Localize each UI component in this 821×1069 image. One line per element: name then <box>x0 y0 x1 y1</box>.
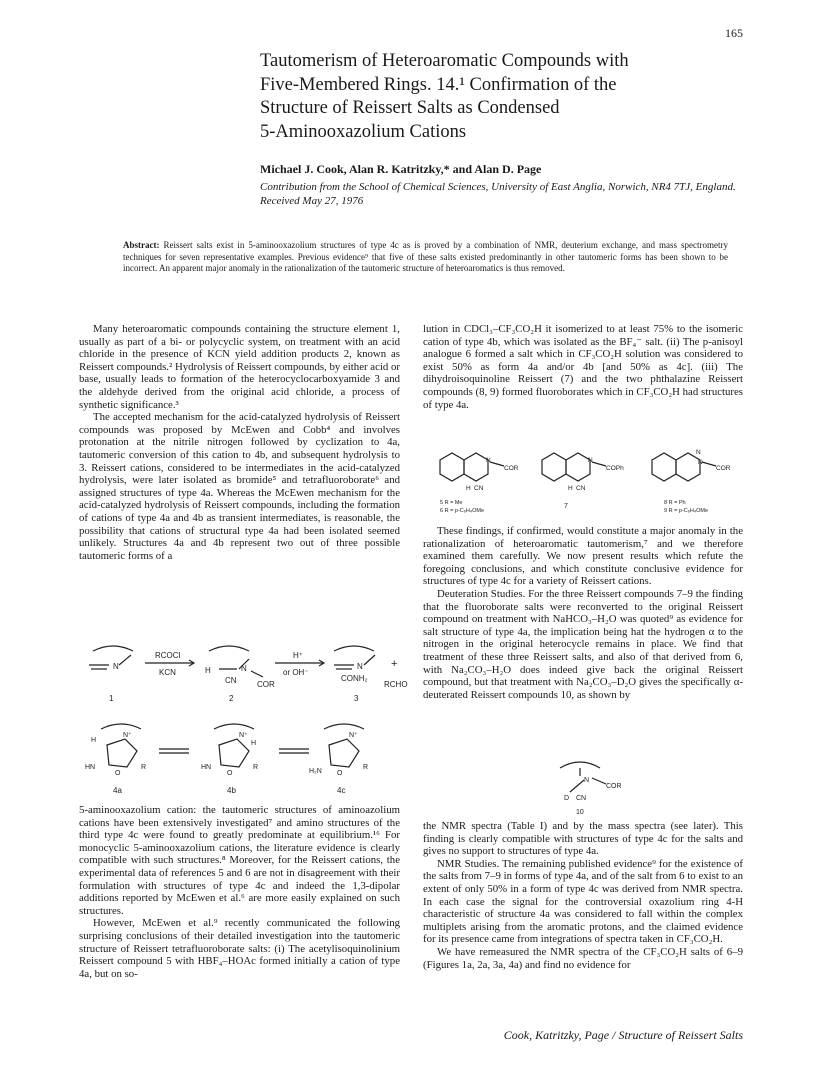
reagent-label: H⁺ <box>293 651 303 660</box>
atom-label: N <box>241 664 247 673</box>
paragraph: lution in CDCl₃–CF₃CO₂H it isomerized to at least 75% to the isomeric cation of type 4b, which was isolated as the BF₄⁻ salt. (ii) The p-anisoyl analogue 6 formed a salt which in CF₃CO₂H solution was considered to exist 50% as form 4a and/or 4b [and 50% as 4c]. (iii) The dihydroisoquinoline Reissert (7) and the two phthalazine Reissert compounds (8, 9) formed fluoroborates which in CF₃CO₂H had structures of type 4a. <box>423 323 743 411</box>
right-column-top <box>423 323 743 411</box>
atom-label: HN <box>201 764 212 771</box>
scheme-tautomers-4 <box>79 715 409 800</box>
atom-label: N <box>698 459 703 466</box>
atom-label: N <box>588 457 593 464</box>
scheme-reissert-formation <box>79 633 409 713</box>
compound-number: 4b <box>227 786 236 795</box>
running-footer: Cook, Katritzky, Page / Structure of Reissert Salts <box>503 1028 743 1042</box>
compound-note: 5 R = Me <box>440 500 463 506</box>
atom-label: COR <box>504 465 519 472</box>
scheme-reissert-compounds <box>430 440 750 520</box>
abstract <box>123 240 728 275</box>
atom-label: D <box>564 795 570 802</box>
atom-label: N <box>486 457 491 464</box>
atom-label: H <box>205 666 211 675</box>
atom-label: R <box>253 764 259 771</box>
atom-label: N⁺ <box>123 732 132 739</box>
atom-label: O <box>115 770 121 777</box>
author-list: Michael J. Cook, Alan R. Katritzky,* and Alan D. Page <box>260 162 542 176</box>
compound-number: 3 <box>354 694 359 703</box>
paragraph: NMR Studies. The remaining published evidence⁹ for the existence of the salts from 7–9 in forms of type 4a, and of the salt from 6 to exist to an extent of only 50% in a form of type 4c was derived from NMR spectra. In each case the signal for the controversial oxazolium ring 4-H characteristic of structure 4a was considered to fall within the complex multiplets arising from the aromatic protons, and the claimed evidence for its presence came from integrations of spectra taken in CF₃CO₂H. <box>423 857 743 946</box>
paragraph: The accepted mechanism for the acid-catalyzed hydrolysis of Reissert compounds was proposed by McEwen and Cobb⁴ and involves protonation at the nitrile nitrogen followed by cyclization to 4a, tautomeric conversion of this cation to 4b, and subsequent hydrolysis to 3. Reissert cations, considered to be intermediates in the acid-catalyzed hydrolysis, were later isolated as bromide⁵ and tetrafluoroborate⁶ and assigned structures of type 4a. Whereas the McEwen mechanism for the acid-catalyzed hydrolysis of Reissert compounds, including the formation of cations of type 4a and 4b as transient intermediates, is reasonable, the possibility that cations of structural type 4a had been isolated seemed unlikely. Structures 4a and 4b represent two out of three possible tautomeric forms of a <box>79 411 400 562</box>
right-column-bottom <box>423 820 743 971</box>
compound-number: 7 <box>564 503 568 510</box>
product-label: RCHO <box>384 680 408 689</box>
atom-label: CN <box>474 485 484 492</box>
atom-label: CN <box>225 676 237 685</box>
atom-label: O <box>337 770 343 777</box>
atom-label: N⁺ <box>239 732 248 739</box>
atom-label: HN <box>85 764 96 771</box>
compound-number: 2 <box>229 694 234 703</box>
atom-label: H <box>466 485 471 492</box>
atom-label: COR <box>606 783 622 790</box>
atom-label: COR <box>716 465 731 472</box>
atom-label: H <box>568 485 573 492</box>
atom-label: N <box>584 777 590 784</box>
article-title <box>260 50 740 144</box>
paragraph: 5-aminooxazolium cation: the tautomeric structures of aminoazolium cations have been extensively investigated⁷ and amino structures of the third type 4c were found to greatly predominate at equilibrium.¹⁶ For monocyclic 5-aminooxazolium cations, the literature evidence is clearly compatible with such structures.⁸ Moreover, for the Reissert cations, the experimental data of references 5 and 6 are not in disagreement with their formulation with structures of type 4c and indeed the 1,3-dipolar additions reported by McEwen et al.⁶ are more easily explained on such structures. <box>79 804 400 917</box>
paragraph: We have remeasured the NMR spectra of the CF₃CO₂H salts of 6–9 (Figures 1a, 2a, 3a, 4a) and find no evidence for <box>423 945 743 971</box>
reagent-label: KCN <box>159 668 176 677</box>
affiliation: Contribution from the School of Chemical Sciences, University of East Anglia, Norwich, NR4 7TJ, England. Received May 27, 1976 <box>260 181 736 207</box>
reagent-label: or OH⁻ <box>283 668 309 677</box>
paragraph: Many heteroaromatic compounds containing the structure element 1, usually as part of a bi- or polycyclic system, on treatment with an acid chloride in the presence of KCN yield addition products 2, known as Reissert compounds.² Hydrolysis of Reissert compounds, by either acid or base, usually leads to formation of the heterocyclocarboxyamide 3 and the aldehyde derived from the original acid chloride, a process of synthetic significance.³ <box>79 323 400 411</box>
title-line: 5-Aminooxazolium Cations <box>260 121 467 142</box>
title-line: Structure of Reissert Salts as Condensed <box>260 98 560 118</box>
atom-label: N <box>357 662 363 671</box>
plus-sign: + <box>391 658 398 670</box>
atom-label: O <box>227 770 233 777</box>
atom-label: COPh <box>606 465 624 472</box>
atom-label: N⁺ <box>349 732 358 739</box>
atom-label: CN <box>576 485 586 492</box>
paragraph: However, McEwen et al.⁹ recently communicated the following surprising conclusions of their detailed investigation into the tautomeric structure of Reissert tetrafluoroborate salts: (i) The acetylisoquinolinium Reissert compound 5 with HBF₄–HOAc formed initially a cation of type 4a, but on so- <box>79 917 400 980</box>
atom-label: COR <box>257 680 275 689</box>
atom-label: H₂N <box>309 768 322 775</box>
compound-note: 6 R = p-C₆H₄OMe <box>440 508 485 514</box>
right-column-middle <box>423 525 743 701</box>
compound-number: 10 <box>576 809 584 816</box>
compound-number: 4c <box>337 786 346 795</box>
atom-label: N <box>113 662 119 671</box>
abstract-label: Abstract: <box>123 240 160 250</box>
reagent-label: RCOCl <box>155 651 181 660</box>
abstract-text: Reissert salts exist in 5-aminooxazolium structures of type 4c as is proved by a combination of NMR, deuterium exchange, and mass spectrometry techniques for seven representative examples. Previous evidence⁹ that five of these salts existed predominantly in other tautomeric forms has been shown to be incorrect. An apparent major anomaly in the rationalization of the tautomeric structure of heteroaromatics is thus removed. <box>123 240 728 273</box>
left-column-top <box>79 323 400 562</box>
compound-number: 4a <box>113 786 122 795</box>
atom-label: H <box>91 737 97 744</box>
compound-number: 1 <box>109 694 114 703</box>
paragraph: the NMR spectra (Table I) and by the mass spectra (see later). This finding is clearly compatible with structures of type 4c for the salts and gives no support to structures of type 4a. <box>423 820 743 858</box>
atom-label: R <box>363 764 369 771</box>
compound-note: 8 R = Ph <box>664 500 686 506</box>
atom-label: CONH₂ <box>341 674 368 683</box>
compound-note: 9 R = p-C₆H₄OMe <box>664 508 709 514</box>
title-line: Five-Membered Rings. 14.¹ Confirmation of the <box>260 74 617 95</box>
atom-label: N <box>696 449 701 456</box>
scheme-deuterated-compound <box>540 752 650 818</box>
atom-label: H <box>251 740 257 747</box>
paragraph: These findings, if confirmed, would constitute a major anomaly in the rationalization of heteroaromatic tautomerism,⁷ and we therefore examined them carefully. We now present results which refute the foregoing conclusions, and which constitute conclusive evidence for structures of type 4c for a variety of Reissert cations. <box>423 525 743 588</box>
page-number: 165 <box>725 26 743 40</box>
paragraph: Deuteration Studies. For the three Reissert compounds 7–9 the finding that the fluoroborate salts were reconverted to the original Reissert compound on treatment with NaHCO₃–H₂O was quoted⁹ as evidence for salt structure of type 4a, the implication being hat the hydrogen α to the nitrogen in the original heterocycle remains in place. We find that treatment of these three Reissert salts, and also of that derived from 6, with Na₂CO₃–H₂O does indeed give back the original Reissert compound, but that treatment with Na₂CO₃–D₂O gives the specifically α-deuterated Reissert compounds 10, as shown by <box>423 587 743 701</box>
left-column-bottom <box>79 804 400 980</box>
title-line: Tautomerism of Heteroaromatic Compounds with <box>260 51 629 71</box>
atom-label: CN <box>576 795 587 802</box>
atom-label: R <box>141 764 147 771</box>
